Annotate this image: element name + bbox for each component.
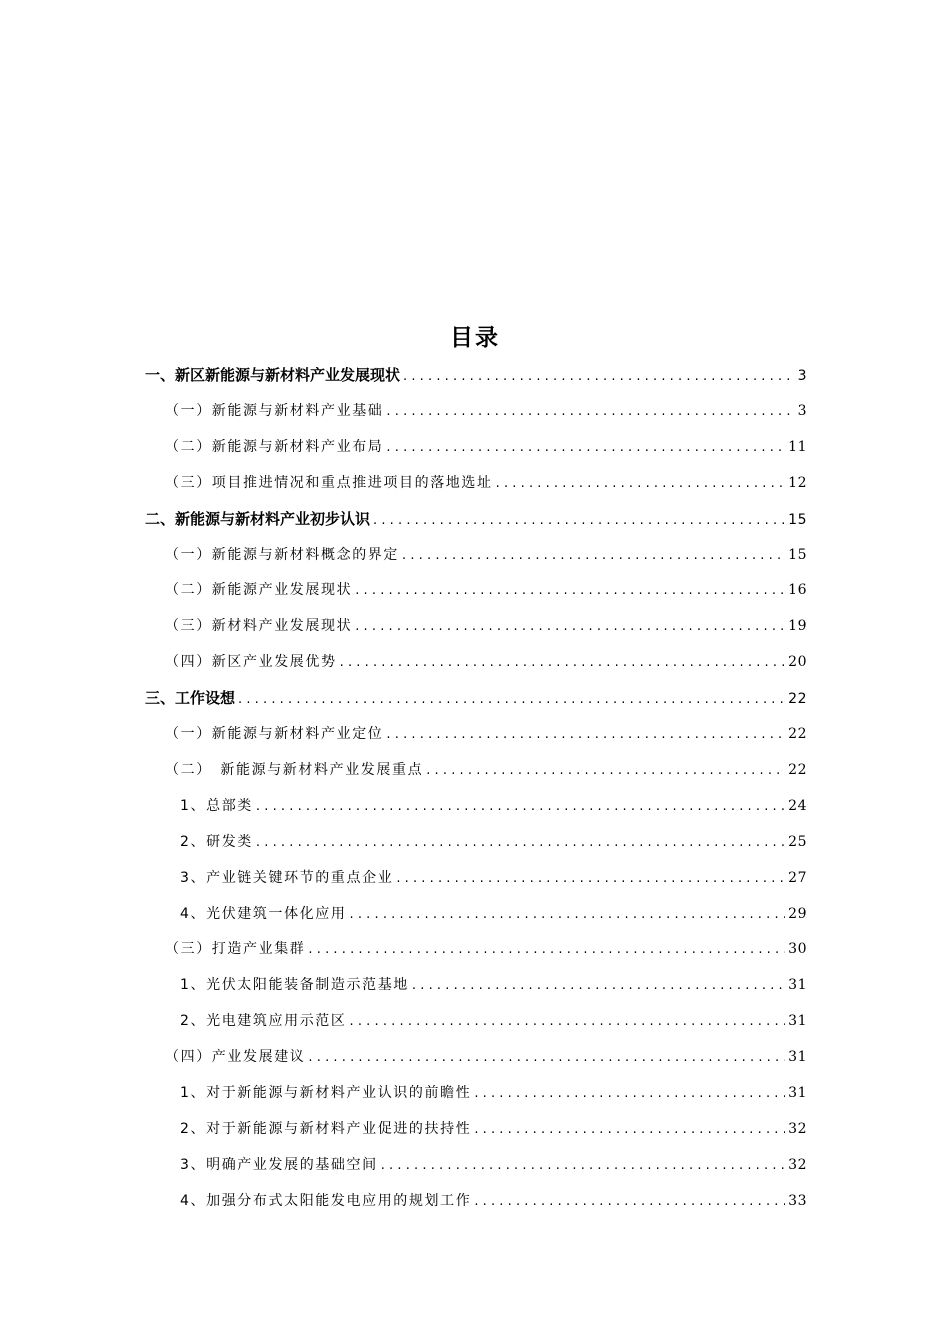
toc-entry-text: （三）新材料产业发展现状: [165, 618, 353, 635]
toc-entry-page-number: 24: [788, 797, 807, 814]
toc-dot-leader: [386, 723, 785, 747]
toc-entry-level-3[interactable]: [180, 1189, 807, 1213]
toc-entry-page-number: 33: [788, 1192, 807, 1209]
toc-entry-level-3[interactable]: [180, 1117, 807, 1141]
toc-entry-text: （二）新能源与新材料产业布局: [165, 438, 384, 455]
toc-entry-page-number: 29: [788, 905, 807, 922]
toc-entry-level-2[interactable]: [165, 614, 807, 638]
toc-entry-text: 2、研发类: [180, 833, 253, 850]
toc-entry-level-3[interactable]: [180, 1153, 807, 1177]
toc-entry-text: 1、总部类: [180, 797, 253, 814]
toc-entry-level-3[interactable]: [180, 1081, 807, 1105]
toc-entry-level-2[interactable]: [165, 578, 807, 602]
toc-title: 目录: [450, 325, 500, 351]
toc-dot-leader: [340, 651, 786, 675]
toc-dot-leader: [403, 365, 795, 389]
toc-entry-level-2[interactable]: [165, 435, 807, 459]
toc-entry-text: （一）新能源与新材料概念的界定: [165, 546, 399, 563]
toc-dot-leader: [496, 472, 786, 496]
toc-entry-page-number: 31: [788, 1049, 807, 1066]
toc-entry-text: （二）新能源产业发展现状: [165, 582, 353, 599]
toc-entry-level-2[interactable]: [165, 1045, 807, 1069]
toc-dot-leader: [256, 831, 785, 855]
toc-entry-level-2[interactable]: [165, 650, 807, 674]
toc-dot-leader: [355, 615, 785, 639]
toc-entry-level-1[interactable]: [145, 507, 807, 531]
toc-entry-text: 3、产业链关键环节的重点企业: [180, 869, 394, 886]
toc-entry-text: （四）新区产业发展优势: [165, 654, 337, 671]
toc-dot-leader: [256, 795, 785, 819]
toc-dot-leader: [355, 579, 785, 603]
toc-entry-page-number: 30: [788, 941, 807, 958]
toc-entry-level-2[interactable]: [165, 722, 807, 746]
toc-dot-leader: [350, 903, 786, 927]
toc-dot-leader: [386, 436, 785, 460]
toc-entry-page-number: 15: [788, 511, 807, 528]
toc-dot-leader: [386, 400, 794, 424]
toc-dot-leader: [308, 1046, 785, 1070]
toc-entry-level-3[interactable]: [180, 866, 807, 890]
toc-entry-text: 4、加强分布式太阳能发电应用的规划工作: [180, 1192, 472, 1209]
toc-entry-page-number: 20: [788, 654, 807, 671]
toc-entry-text: 2、光电建筑应用示范区: [180, 1013, 347, 1030]
toc-entry-level-3[interactable]: [180, 902, 807, 926]
toc-entry-text: （三）打造产业集群: [165, 941, 306, 958]
toc-entry-page-number: 22: [788, 691, 807, 708]
toc-entry-page-number: 11: [788, 438, 807, 455]
toc-entry-page-number: 32: [788, 1120, 807, 1137]
toc-entry-text: 三、工作设想: [145, 689, 236, 708]
toc-entry-page-number: 27: [788, 869, 807, 886]
toc-entry-page-number: 12: [788, 474, 807, 491]
toc-entry-page-number: 22: [788, 726, 807, 742]
toc-entry-text: （三）项目推进情况和重点推进项目的落地选址: [165, 474, 493, 491]
toc-entry-page-number: 15: [788, 546, 807, 563]
toc-entry-level-2[interactable]: [165, 471, 807, 495]
toc-entry-page-number: 22: [788, 761, 807, 778]
toc-entry-text: 二、新能源与新材料产业初步认识: [145, 509, 371, 528]
toc-dot-leader: [350, 1010, 786, 1034]
toc-dot-leader: [238, 688, 785, 712]
toc-entry-page-number: 31: [788, 1085, 807, 1101]
toc-dot-leader: [474, 1118, 785, 1142]
toc-entry-level-3[interactable]: [180, 830, 807, 854]
toc-entry-level-3[interactable]: [180, 794, 807, 818]
toc-dot-leader: [474, 1082, 785, 1106]
toc-entry-text: 3、明确产业发展的基础空间: [180, 1156, 378, 1173]
toc-entry-page-number: 3: [797, 368, 807, 384]
toc-dot-leader: [396, 867, 785, 891]
toc-entry-text: 4、光伏建筑一体化应用: [180, 905, 347, 922]
toc-entry-text: （四）产业发展建议: [165, 1049, 306, 1066]
toc-entry-text: 1、光伏太阳能装备制造示范基地: [180, 977, 409, 994]
toc-entry-page-number: 25: [788, 833, 807, 850]
toc-dot-leader: [308, 938, 785, 962]
toc-entry-page-number: 16: [788, 582, 807, 599]
toc-entry-page-number: 3: [797, 402, 807, 419]
toc-entry-level-2[interactable]: [165, 937, 807, 961]
toc-entry-page-number: 19: [788, 618, 807, 635]
toc-entry-level-1[interactable]: [145, 686, 807, 710]
toc-entry-page-number: 31: [788, 1013, 807, 1030]
toc-dot-leader: [381, 1154, 785, 1178]
toc-entry-text: （一）新能源与新材料产业定位: [165, 726, 384, 742]
toc-entry-text: 1、对于新能源与新材料产业认识的前瞻性: [180, 1085, 472, 1101]
toc-dot-leader: [402, 544, 785, 568]
toc-entry-level-2[interactable]: [165, 399, 807, 423]
toc-entry-text: （一）新能源与新材料产业基础: [165, 402, 384, 419]
toc-entry-level-1[interactable]: [145, 363, 807, 387]
toc-entry-text: 2、对于新能源与新材料产业促进的扶持性: [180, 1120, 472, 1137]
toc-entry-level-2[interactable]: [165, 758, 807, 782]
toc-dot-leader: [373, 509, 785, 533]
toc-dot-leader: [412, 974, 785, 998]
toc-entry-level-2[interactable]: [165, 543, 807, 567]
toc-entry-text: 一、新区新能源与新材料产业发展现状: [145, 366, 401, 384]
toc-entry-level-3[interactable]: [180, 973, 807, 997]
toc-entry-page-number: 32: [788, 1156, 807, 1173]
toc-dot-leader: [426, 759, 785, 783]
toc-entry-text: （二） 新能源与新材料产业发展重点: [165, 761, 424, 778]
toc-entry-page-number: 31: [788, 977, 807, 994]
toc-dot-leader: [474, 1190, 785, 1214]
toc-entry-level-3[interactable]: [180, 1009, 807, 1033]
